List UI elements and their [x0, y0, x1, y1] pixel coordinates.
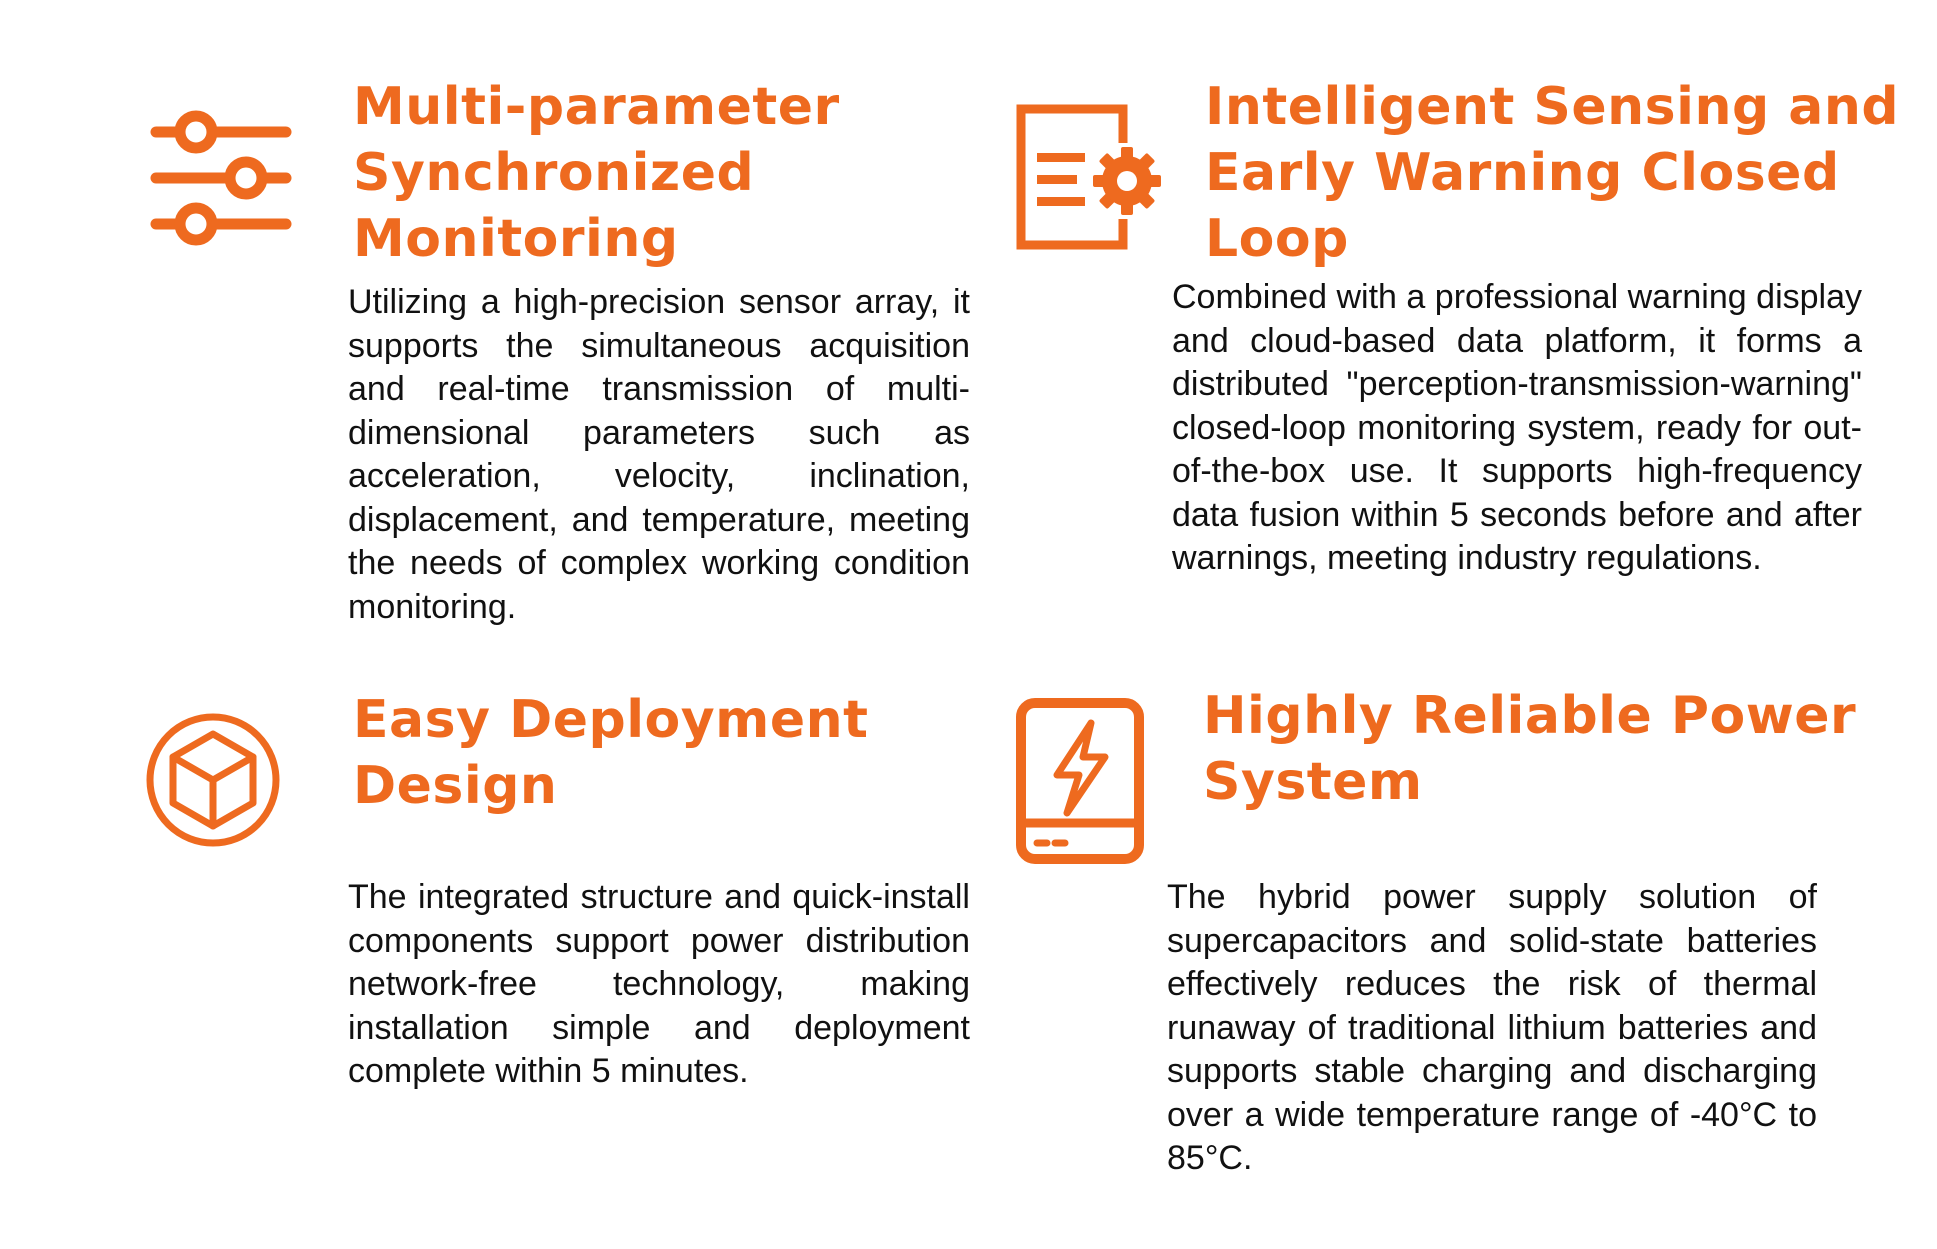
feature-title: Easy Deployment Design — [353, 690, 869, 816]
cube-icon — [145, 712, 281, 848]
sliders-icon — [150, 110, 292, 246]
feature-title: Multi-parameter Synchronized Monitoring — [353, 77, 840, 269]
feature-description: Combined with a professional warning display and cloud-based data platform, it forms a distributed "perception-transmission-warning" closed-loop monitoring system, ready for out-of-the-box use. It supports high-frequency data fusion within 5 seconds before and after warnings, meeting industry regulations. — [1172, 278, 1862, 577]
document-gear-icon — [1015, 103, 1163, 251]
power-bank-icon — [1015, 697, 1145, 865]
feature-description: Utilizing a high-precision sensor array, it supports the simultaneous acquisition and real-time transmission of multi-dimensional parameters such as acceleration, velocity, inclination, displacement, and temperature, meeting the needs of complex working condition monitoring. — [348, 283, 970, 626]
feature-title: Intelligent Sensing and Early Warning Closed Loop — [1205, 77, 1900, 269]
feature-description: The integrated structure and quick-install components support power distribution network-free technology, making installation simple and deployment complete within 5 minutes. — [348, 878, 970, 1090]
feature-description: The hybrid power supply solution of supercapacitors and solid-state batteries effectively reduces the risk of thermal runaway of traditional lithium batteries and supports stable charging and discharging over a wide temperature range of -40°C to 85°C. — [1167, 878, 1817, 1177]
feature-title: Highly Reliable Power System — [1203, 686, 1857, 812]
